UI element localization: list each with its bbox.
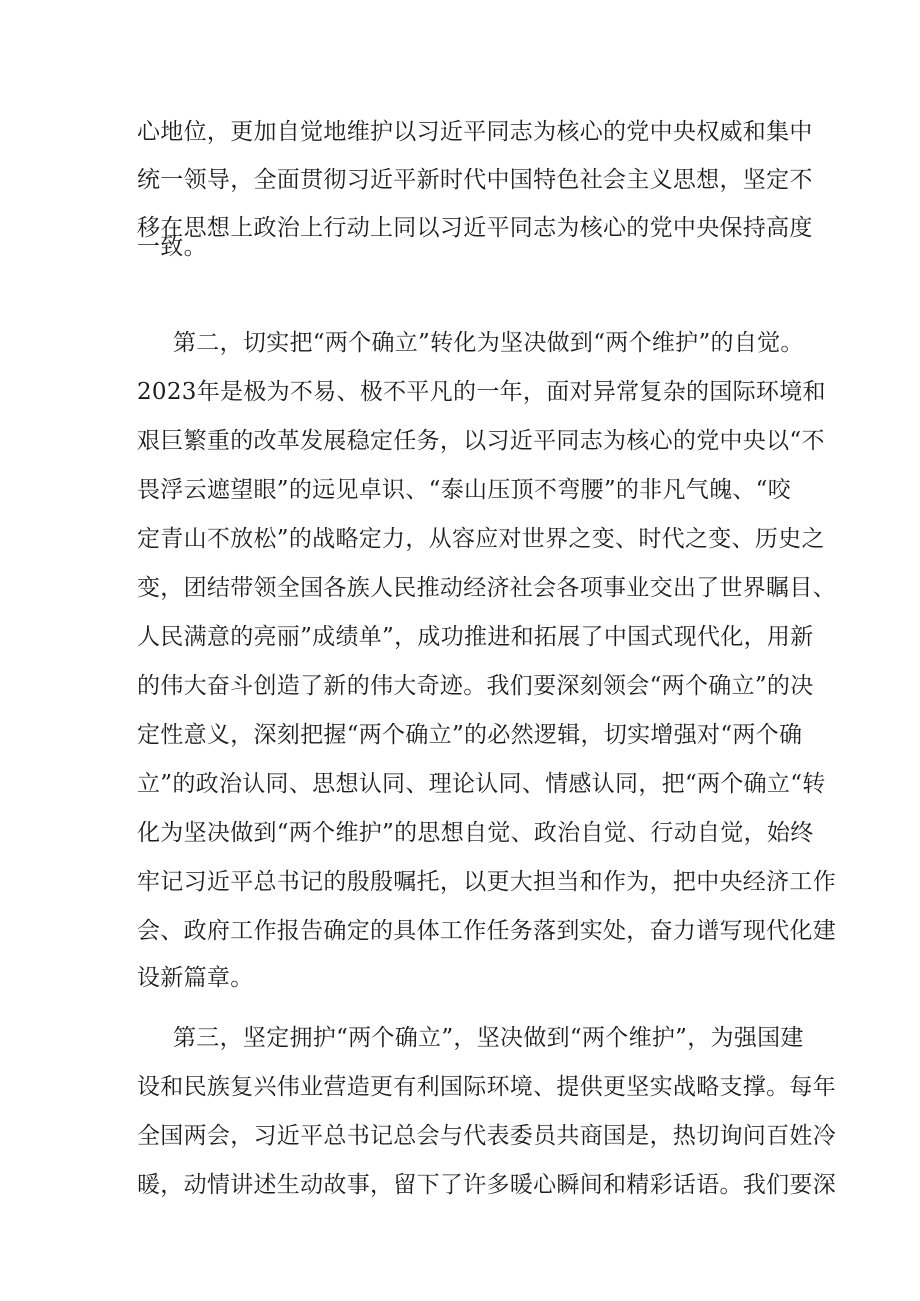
paragraph-2-heading-line: 第二，切实把“两个确立”转化为坚决做到“两个维护”的自觉。 xyxy=(173,330,804,356)
paragraph-3-heading-line: 第三，坚定拥护“两个确立”，坚决做到“两个维护”，为强国建 xyxy=(173,1025,804,1051)
paragraph-2-line-6: 变，团结带领全国各族人民推动经济社会各项事业交出了世界瞩目、 xyxy=(137,575,836,601)
paragraph-1-line-1: 心地位，更加自觉地维护以习近平同志为核心的党中央权威和集中 xyxy=(137,119,813,145)
paragraph-2-line-4: 畏浮云遮望眼”的远见卓识、“泰山压顶不弯腰”的非凡气魄、“咬 xyxy=(137,477,792,503)
paragraph-1-line-4: 一致。 xyxy=(137,234,207,260)
paragraph-3-line-2: 设和民族复兴伟业营造更有利国际环境、提供更坚实战略支撑。每年 xyxy=(137,1074,836,1100)
paragraph-2-line-11: 化为坚决做到“两个维护”的思想自觉、政治自觉、行动自觉，始终 xyxy=(137,820,814,846)
paragraph-2-line-2: 2023年是极为不易、极不平凡的一年，面对异常复杂的国际环境和 xyxy=(137,379,826,405)
paragraph-1-line-2: 统一领导，全面贯彻习近平新时代中国特色社会主义思想，坚定不 xyxy=(137,167,813,193)
paragraph-2-line-13: 会、政府工作报告确定的具体工作任务落到实处，奋力谱写现代化建 xyxy=(137,918,836,944)
paragraph-2-line-7: 人民满意的亮丽”成绩单”，成功推进和拓展了中国式现代化，用新 xyxy=(137,624,814,650)
paragraph-2-line-8: 的伟大奋斗创造了新的伟大奇迹。我们要深刻领会“两个确立”的决 xyxy=(137,673,814,699)
paragraph-1-line-3: 移在思想上政治上行动上同以习近平同志为核心的党中央保持高度 xyxy=(137,215,813,241)
paragraph-2-line-9: 定性意义，深刻把握“两个确立”的必然逻辑，切实增强对“两个确 xyxy=(137,722,803,748)
paragraph-2-line-5: 定青山不放松”的战略定力，从容应对世界之变、时代之变、历史之 xyxy=(137,526,825,552)
paragraph-3-line-3: 全国两会，习近平总书记总会与代表委员共商国是，热切询问百姓冷 xyxy=(137,1123,836,1149)
paragraph-3-line-4: 暖，动情讲述生动故事，留下了许多暖心瞬间和精彩话语。我们要深 xyxy=(137,1172,836,1198)
paragraph-2-line-10: 立”的政治认同、思想认同、理论认同、情感认同，把“两个确立“转 xyxy=(137,771,826,797)
paragraph-2-line-3: 艰巨繁重的改革发展稳定任务，以习近平同志为核心的党中央以“不 xyxy=(137,428,825,454)
paragraph-2-line-14: 设新篇章。 xyxy=(137,965,254,991)
paragraph-2-line-12: 牢记习近平总书记的殷殷嘱托，以更大担当和作为，把中央经济工作 xyxy=(137,869,836,895)
